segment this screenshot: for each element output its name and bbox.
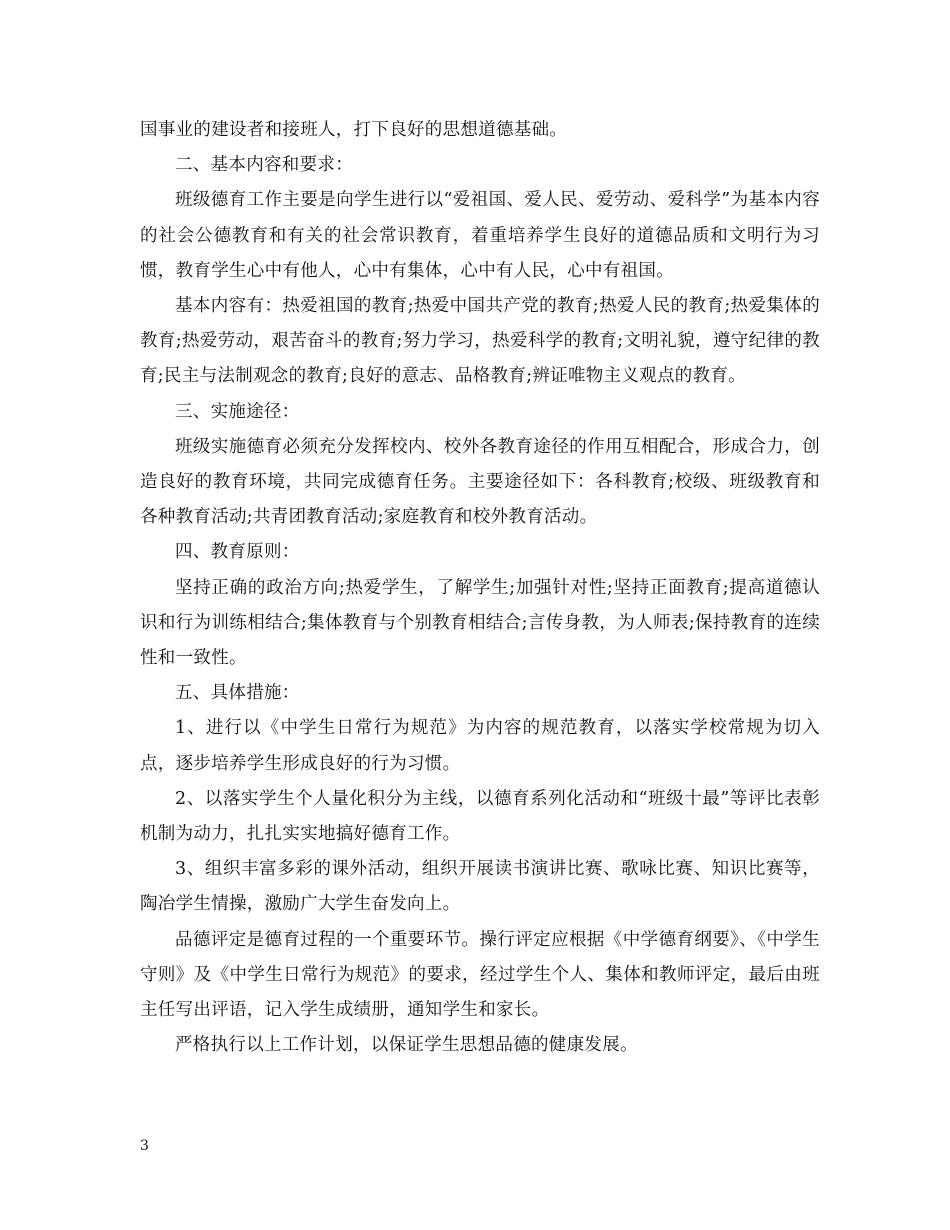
list-item: 1、进行以《中学生日常行为规范》为内容的规范教育，以落实学校常规为切入点，逐步培养学生形成良好的行为习惯。	[140, 718, 820, 774]
section-heading-principles: 四、教育原则：	[175, 542, 300, 563]
paragraph: 坚持正确的政治方向;热爱学生，了解学生;加强针对性;坚持正面教育;提高道德认识和行为训练相结合;集体教育与个别教育相结合;言传身教，为人师表;保持教育的连续性和一致性。	[140, 577, 820, 669]
list-item: 3、组织丰富多彩的课外活动，组织开展读书演讲比赛、歌咏比赛、知识比赛等，陶冶学生情操，激励广大学生奋发向上。	[140, 859, 820, 915]
list-item: 2、以落实学生个人量化积分为主线，以德育系列化活动和“班级十最”等评比表彰机制为动力，扎扎实实地搞好德育工作。	[140, 788, 820, 845]
paragraph-continuation: 国事业的建设者和接班人，打下良好的思想道德基础。	[140, 120, 568, 140]
page-number: 3	[140, 1138, 149, 1154]
paragraph: 品德评定是德育过程的一个重要环节。操行评定应根据《中学德育纲要》、《中学生守则》及《中学生日常行为规范》的要求，经过学生个人、集体和教师评定，最后由班主任写出评语，记入学生成绩册，通知学生和家长。	[140, 929, 820, 1021]
paragraph: 严格执行以上工作计划，以保证学生思想品德的健康发展。	[175, 1035, 638, 1056]
paragraph: 班级德育工作主要是向学生进行以“爱祖国、爱人民、爱劳动、爱科学”为基本内容的社会公德教育和有关的社会常识教育，着重培养学生良好的道德品质和文明行为习惯，教育学生心中有他人，心中有集体，心中有人民，心中有祖国。	[140, 190, 820, 281]
section-heading-implementation: 三、实施途径：	[175, 401, 300, 422]
document-body	[140, 113, 820, 1063]
paragraph: 基本内容有：热爱祖国的教育;热爱中国共产党的教育;热爱人民的教育;热爱集体的教育;热爱劳动，艰苦奋斗的教育;努力学习，热爱科学的教育;文明礼貌，遵守纪律的教育;民主与法制观念的教育;良好的意志、品格教育;辨证唯物主义观点的教育。	[140, 296, 820, 387]
section-heading-basic-content: 二、基本内容和要求：	[175, 155, 353, 176]
paragraph: 班级实施德育必须充分发挥校内、校外各教育途径的作用互相配合，形成合力，创造良好的教育环境，共同完成德育任务。主要途径如下：各科教育;校级、班级教育和各种教育活动;共青团教育活动;家庭教育和校外教育活动。	[140, 436, 820, 528]
section-heading-measures: 五、具体措施：	[175, 683, 300, 704]
